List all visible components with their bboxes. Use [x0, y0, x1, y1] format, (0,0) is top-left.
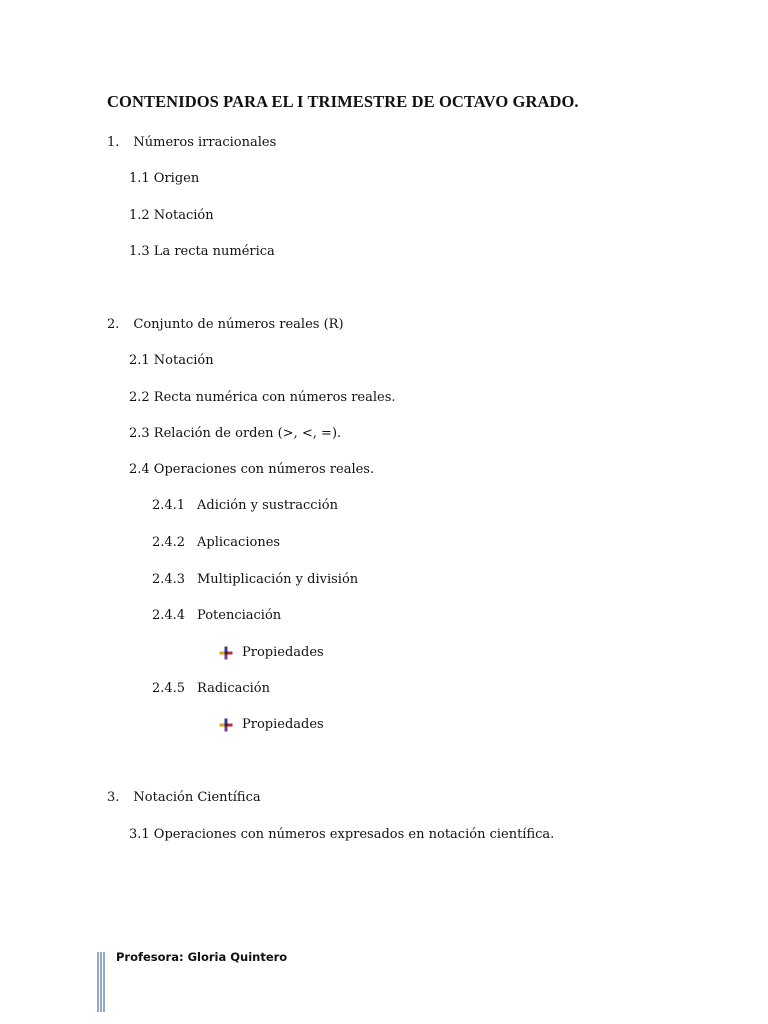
section-1-item-2: 1.2 Notación: [129, 208, 214, 223]
subitem-number: 2.4.5: [152, 681, 186, 696]
page-title: CONTENIDOS PARA EL I TRIMESTRE DE OCTAVO GRADO.: [107, 92, 579, 111]
section-3-number: 3.: [107, 790, 120, 805]
subitem-2-4-2: [152, 534, 280, 552]
bullet-item-propiedades-2: Propiedades: [242, 717, 324, 732]
subitem-label: Aplicaciones: [197, 535, 281, 550]
subitem-label: Multiplicación y división: [197, 572, 359, 587]
footer-decorative-bars: [97, 952, 107, 1012]
subitem-2-4-4: [152, 607, 281, 625]
section-2-heading: [107, 316, 344, 334]
bullet-item-propiedades-1: Propiedades: [242, 645, 324, 660]
section-2-number: 2.: [107, 317, 120, 332]
section-2-item-4: 2.4 Operaciones con números reales.: [129, 462, 375, 477]
four-color-plus-bullet-icon: [219, 718, 233, 732]
subitem-number: 2.4.3: [152, 572, 186, 587]
section-3-heading: [107, 789, 261, 807]
subitem-label: Radicación: [197, 681, 270, 696]
subitem-2-4-1: [152, 497, 338, 515]
subitem-number: 2.4.4: [152, 608, 186, 623]
four-color-plus-bullet-icon: [219, 646, 233, 660]
subitem-2-4-3: [152, 571, 358, 589]
section-1-item-1: 1.1 Origen: [129, 171, 200, 186]
footer-teacher-name: Profesora: Gloria Quintero: [116, 950, 288, 964]
subitem-number: 2.4.2: [152, 535, 186, 550]
subitem-label: Potenciación: [197, 608, 282, 623]
section-1-heading: [107, 134, 276, 152]
subitem-number: 2.4.1: [152, 498, 186, 513]
section-1-number: 1.: [107, 135, 120, 150]
section-2-item-2: 2.2 Recta numérica con números reales.: [129, 390, 396, 405]
section-3-label: Notación Científica: [133, 790, 261, 805]
section-2-item-3: 2.3 Relación de orden (>, <, =).: [129, 426, 342, 441]
section-3-item-1: 3.1 Operaciones con números expresados en notación científica.: [129, 827, 555, 842]
section-1-item-3: 1.3 La recta numérica: [129, 244, 275, 259]
subitem-2-4-5: [152, 680, 270, 698]
section-2-label: Conjunto de números reales (R): [133, 317, 344, 332]
section-1-label: Números irracionales: [133, 135, 277, 150]
subitem-label: Adición y sustracción: [197, 498, 338, 513]
section-2-item-1: 2.1 Notación: [129, 353, 214, 368]
